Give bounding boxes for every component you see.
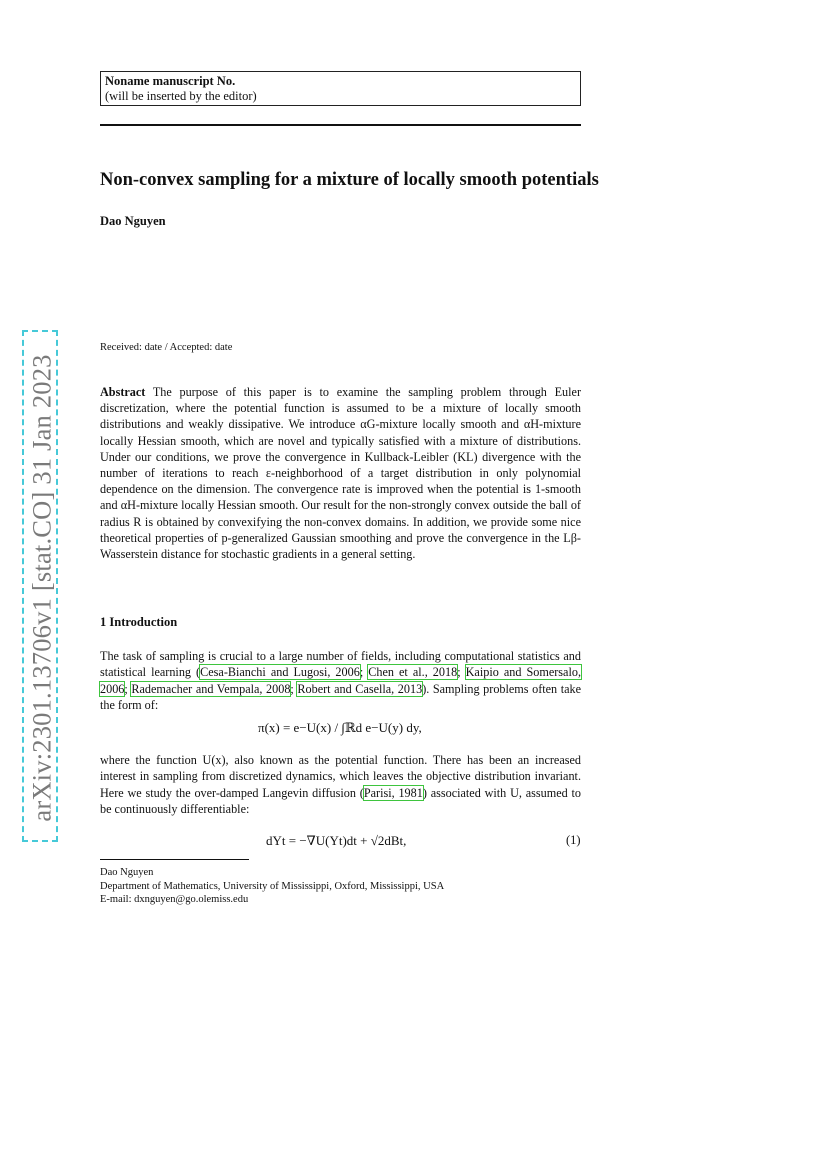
citation-link[interactable]: Parisi, 1981	[363, 785, 423, 800]
equation-target-distribution: π(x) = e−U(x) / ∫ℝd e−U(y) dy,	[258, 720, 422, 735]
arxiv-id: arXiv:2301.13706v1 [stat.CO] 31 Jan 2023	[26, 354, 57, 822]
footnote-name: Dao Nguyen	[100, 867, 154, 878]
header-rule	[100, 124, 581, 126]
intro-text: The task of sampling is crucial to a large number of fields, including computational statistics and statistical learning (	[100, 649, 581, 680]
editor-note: (will be inserted by the editor)	[105, 89, 257, 103]
intro-paragraph-2	[100, 752, 581, 817]
manuscript-header-box	[100, 71, 581, 106]
received-date: Received: date / Accepted: date	[100, 342, 233, 353]
paper-title: Non-convex sampling for a mixture of locally smooth potentials	[100, 170, 599, 190]
footnote-rule	[100, 859, 249, 860]
abstract	[100, 384, 581, 562]
author-footnote	[100, 866, 444, 907]
citation-link[interactable]: Kaipio and Somersalo, 2006	[100, 665, 581, 696]
arxiv-sidebar-stamp[interactable]	[22, 330, 58, 842]
intro-text: ). Sampling problems often take the form of:	[100, 681, 582, 712]
abstract-text: The purpose of this paper is to examine the sampling problem through Euler discretization, where the potential function is assumed to be a mixture of locally smooth distributions and weakly dissipative. We introduce αG-mixture locally smooth and αH-mixture locally Hessian smooth, which are novel and typically satisfied with a mixture of distributions. Under our conditions, we prove the convergence in Kullback-Leibler (KL) divergence with the number of iterations to reach ε-neighborhood of a target distribution in only polynomial dependence on the dimension. The convergence rate is improved when the potential is 1-smooth and αH-mixture locally Hessian smooth. Our result for the non-strongly convex outside the ball of radius R is obtained by convexifying the non-convex domains. In addition, we provide some nice theoretical properties of p-generalized Gaussian smoothing and prove the convergence in the Lβ-Wasserstein distance for stochastic gradients in a general setting.	[100, 385, 581, 562]
citation-link[interactable]: Rademacher and Vempala, 2008	[131, 681, 291, 696]
equation-langevin: dYt = −∇U(Yt)dt + √2dBt,	[266, 833, 407, 848]
intro-paragraph-1: The task of sampling is crucial to a large number of fields, including computational statistics and statistical learning (Cesa-Bianchi and Lugosi, 2006; Chen et al., 2018; Kaipio and Somersalo, 2006; Rademacher and Vempala, 2008; Robert and Casella, 2013). Sampling problems often take the form of:	[100, 649, 582, 712]
citation-link[interactable]: Robert and Casella, 2013	[297, 681, 423, 696]
citation-link[interactable]: Cesa-Bianchi and Lugosi, 2006	[200, 665, 360, 680]
footnote-affiliation: Department of Mathematics, University of Mississippi, Oxford, Mississippi, USA	[100, 880, 445, 892]
abstract-label: Abstract	[100, 385, 146, 399]
intro-text: ) associated with U, assumed to be continuously differentiable:	[100, 785, 582, 816]
equation-number: (1)	[566, 833, 581, 847]
section-heading-introduction: 1 Introduction	[100, 615, 178, 629]
citation-link[interactable]: Chen et al., 2018	[368, 665, 458, 680]
footnote-email: E-mail: dxnguyen@go.olemiss.edu	[100, 894, 249, 905]
manuscript-number: Noname manuscript No.	[105, 74, 236, 88]
author-name: Dao Nguyen	[100, 214, 166, 228]
intro-text: where the function U(x), also known as the potential function. There has been an increased interest in sampling from discretized dynamics, which leaves the objective distribution invariant. Here we study the over-damped Langevin diffusion (	[100, 753, 581, 800]
